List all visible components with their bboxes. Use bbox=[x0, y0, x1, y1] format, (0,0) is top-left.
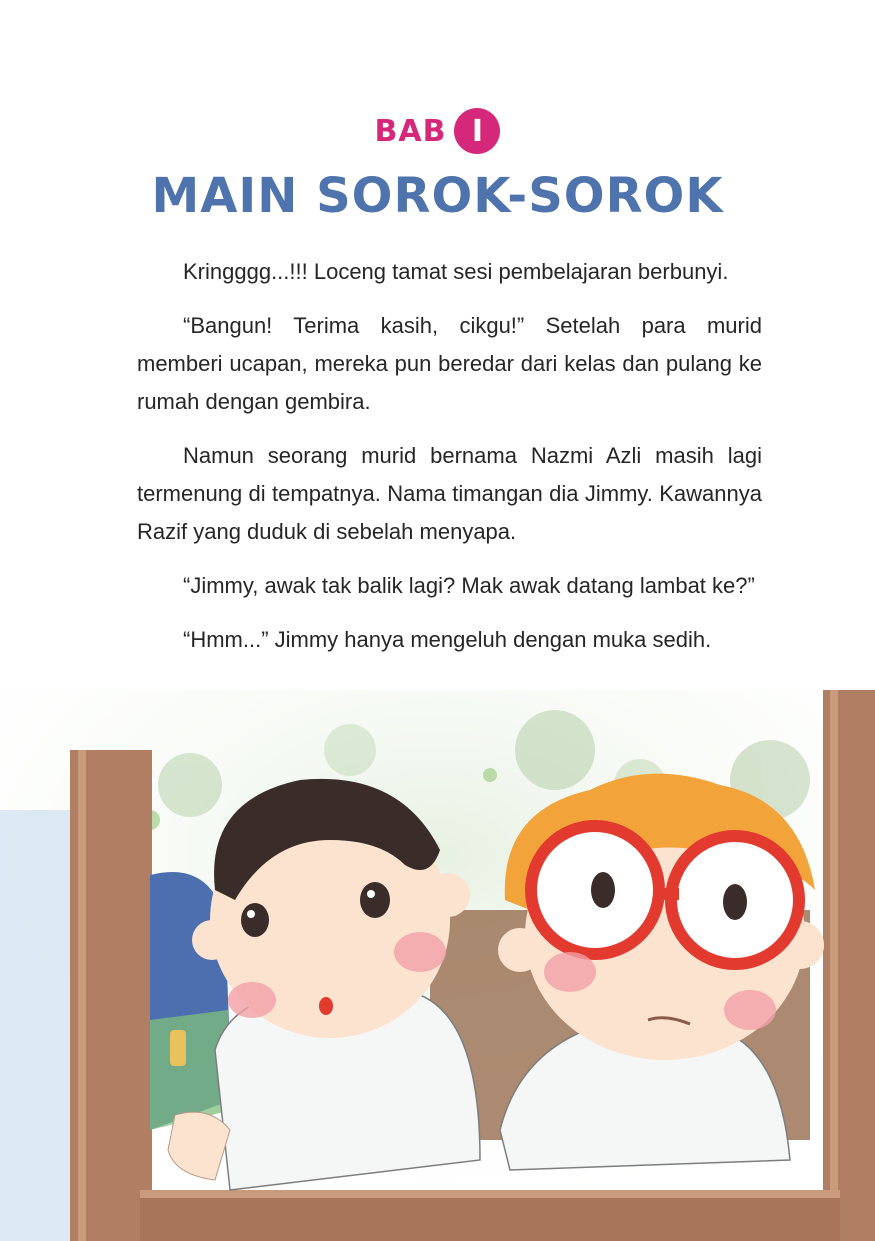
illustration-boys-at-window bbox=[0, 690, 875, 1241]
chapter-heading bbox=[0, 108, 875, 154]
story-text bbox=[137, 253, 762, 675]
chapter-title: MAIN SOROK-SOROK bbox=[151, 168, 724, 224]
story-paragraph-5: “Hmm...” Jimmy hanya mengeluh dengan muka sedih. bbox=[183, 627, 712, 652]
story-paragraph-2: “Bangun! Terima kasih, cikgu!” Setelah para murid memberi ucapan, mereka pun beredar dari kelas dan pulang ke rumah dengan gembira. bbox=[137, 313, 762, 414]
left-glass-pane bbox=[0, 810, 75, 1241]
story-paragraph-1: Kringggg...!!! Loceng tamat sesi pembelajaran berbunyi. bbox=[183, 259, 729, 284]
chapter-number-badge: I bbox=[454, 108, 500, 154]
story-paragraph-4: “Jimmy, awak tak balik lagi? Mak awak datang lambat ke?” bbox=[183, 573, 755, 598]
story-paragraph-3: Namun seorang murid bernama Nazmi Azli masih lagi termenung di tempatnya. Nama timangan dia Jimmy. Kawannya Razif yang duduk di sebelah menyapa. bbox=[137, 443, 762, 544]
razif-character bbox=[498, 774, 824, 1170]
chapter-label: BAB bbox=[374, 113, 447, 149]
